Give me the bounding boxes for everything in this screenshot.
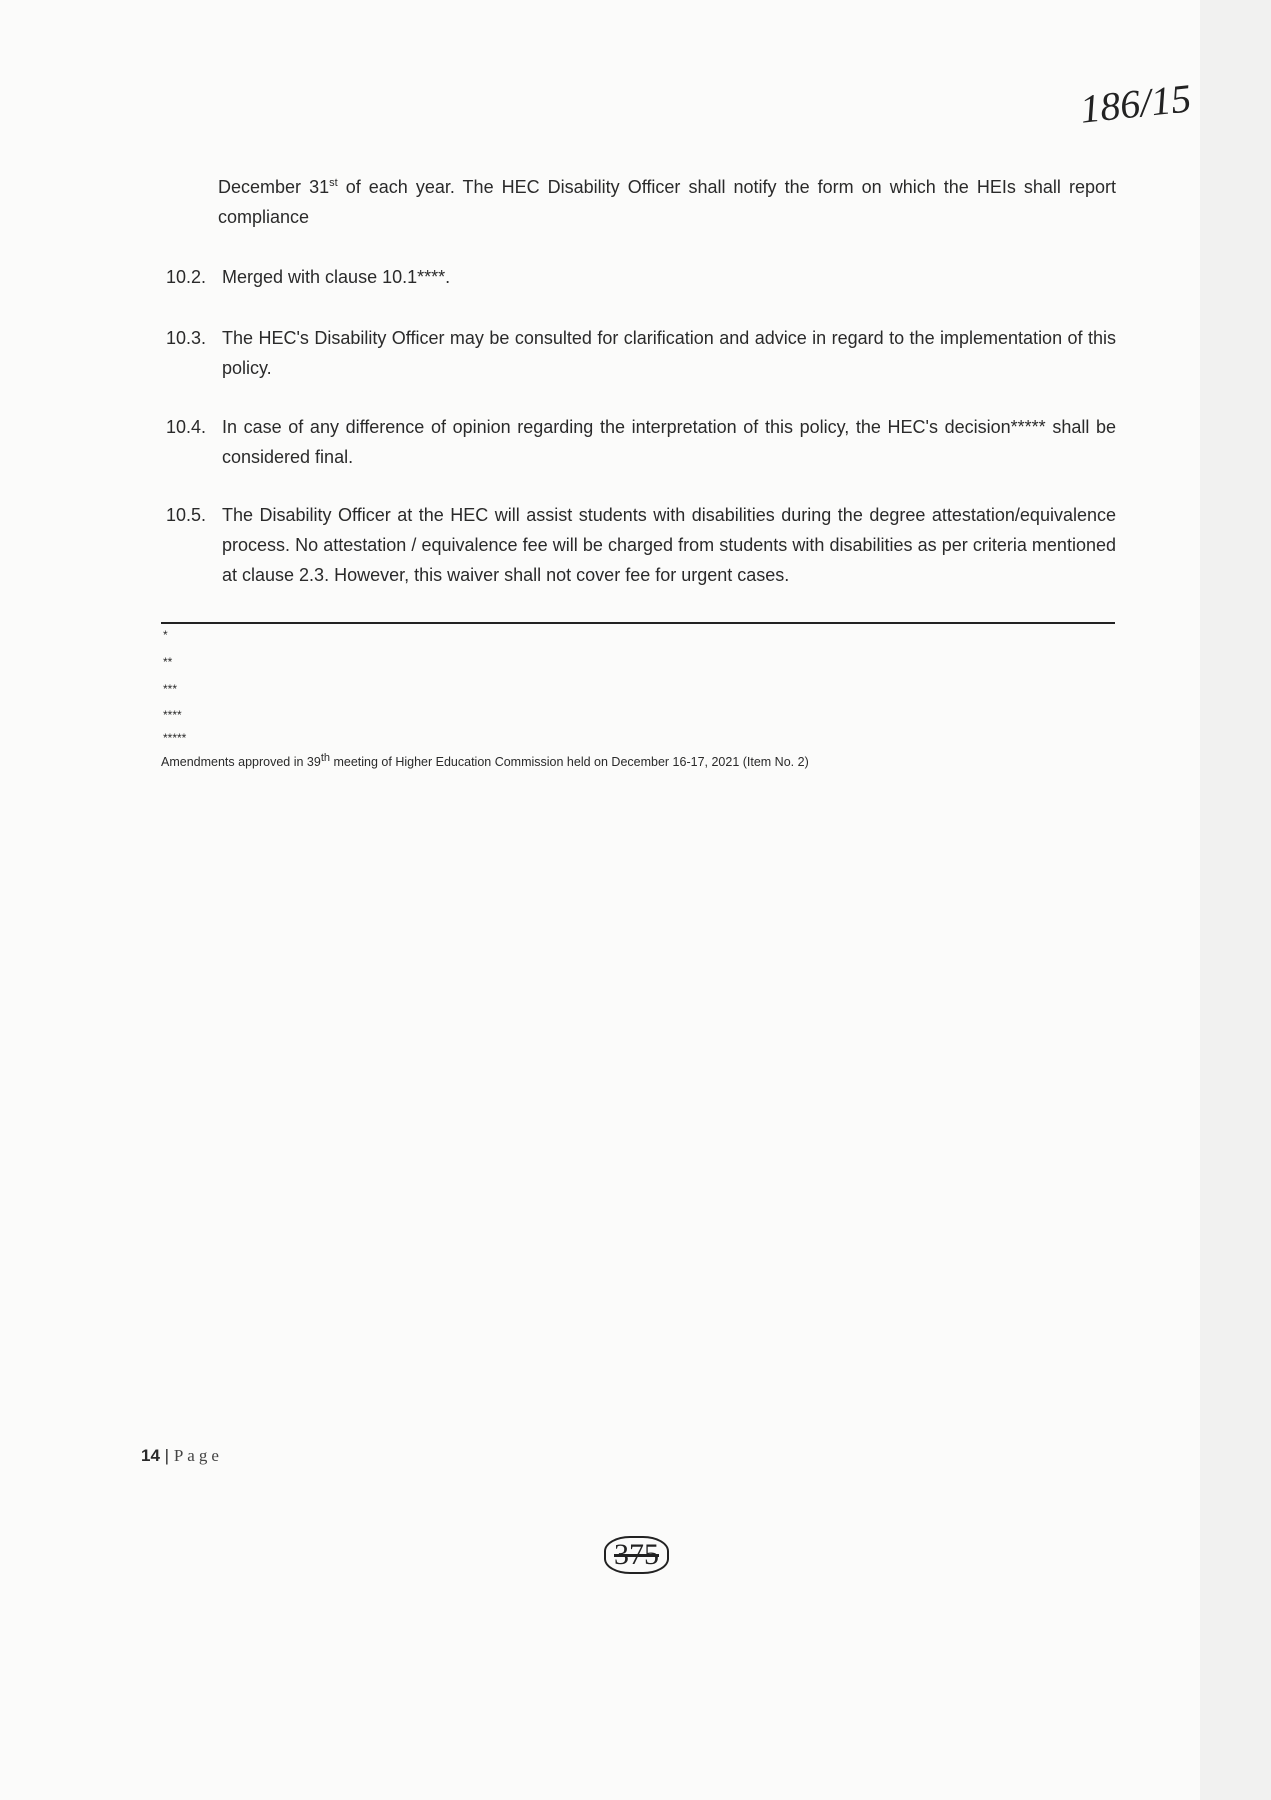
intro-text-rest: of each year. The HEC Disability Officer shall notify the form on which the HEIs shall report compliance [218, 177, 1116, 227]
intro-sup: st [329, 177, 338, 189]
amendment-note [161, 751, 809, 769]
footnote-divider [161, 622, 1115, 624]
amendment-text-rest: meeting of Higher Education Commission held on December 16-17, 2021 (Item No. 2) [330, 755, 809, 769]
footnote-mark: ** [163, 655, 173, 669]
handwritten-page-number: 186/15 [1077, 75, 1194, 132]
intro-paragraph [218, 172, 1116, 232]
clause-number: 10.3. [166, 328, 207, 348]
page-label: Page [173, 1446, 223, 1465]
clause-text: The Disability Officer at the HEC will assist students with disabilities during the degree attestation/equivalence process. No attestation / equivalence fee will be charged from students with disabilities as per criteria mentioned at clause 2.3. However, this waiver shall not cover fee for urgent cases. [222, 505, 1116, 585]
handwritten-stamp-number: 375 [604, 1536, 669, 1574]
footnote-mark: **** [163, 708, 182, 722]
amendment-text: Amendments approved in 39 [161, 755, 321, 769]
clause-text: In case of any difference of opinion regarding the interpretation of this policy, the HEC's decision***** shall be considered final. [222, 417, 1116, 467]
page-number: 14 [141, 1446, 160, 1465]
footnote-mark: * [163, 628, 168, 642]
clause-number: 10.5. [166, 505, 207, 525]
footer-separator: | [164, 1446, 170, 1465]
amendment-sup: th [320, 751, 331, 764]
scan-edge [1200, 0, 1271, 1800]
clause-text: Merged with clause 10.1****. [222, 267, 451, 287]
footnote-mark: ***** [163, 731, 187, 745]
footnote-mark: *** [163, 682, 178, 696]
intro-text: December 31 [218, 177, 330, 197]
clause-number: 10.4. [166, 417, 207, 437]
clause-text: The HEC's Disability Officer may be consulted for clarification and advice in regard to the implementation of this policy. [222, 328, 1116, 378]
page-footer [141, 1446, 223, 1466]
clause-number: 10.2. [166, 267, 207, 287]
